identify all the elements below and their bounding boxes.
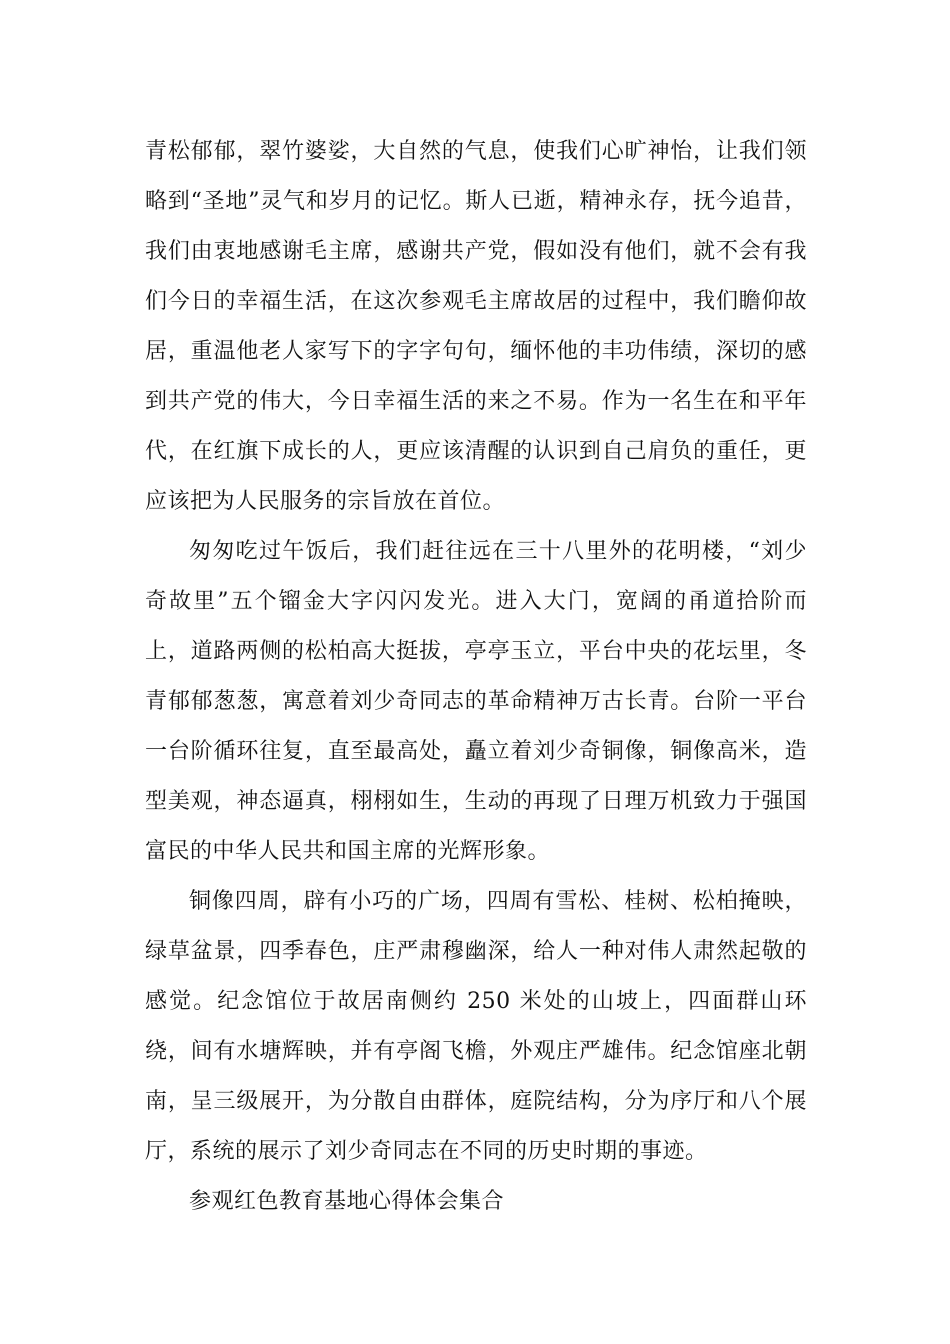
- paragraph-memorial-hall: 铜像四周，辟有小巧的广场，四周有雪松、桂树、松柏掩映，绿草盆景，四季春色，庄严肃穆幽深，给人一种对伟人肃然起敬的感觉。纪念馆位于故居南侧约 250 米处的山坡上，四面群山环绕，间有水塘辉映，并有亭阁飞檐，外观庄严雄伟。纪念馆座北朝南，呈三级展开，为分散自由群体，庭院结构，分为序厅和八个展厅，系统的展示了刘少奇同志在不同的历史时期的事迹。: [145, 889, 807, 1164]
- document-body: [145, 127, 807, 1227]
- paragraph-liu-shaoqi-hometown: 匆匆吃过午饭后，我们赶往远在三十八里外的花明楼，“刘少奇故里”五个镏金大字闪闪发光。进入大门，宽阔的甬道拾阶而上，道路两侧的松柏高大挺拔，亭亭玉立，平台中央的花坛里，冬青郁郁葱葱，寓意着刘少奇同志的革命精神万古长青。台阶一平台一台阶循环往复，直至最高处，矗立着刘少奇铜像，铜像高米，造型美观，神态逼真，栩栩如生，生动的再现了日理万机致力于强国富民的中华人民共和国主席的光辉形象。: [145, 539, 807, 864]
- paragraph-continuation: 青松郁郁，翠竹婆娑，大自然的气息，使我们心旷神怡，让我们领略到“圣地”灵气和岁月的记忆。斯人已逝，精神永存，抚今追昔，我们由衷地感谢毛主席，感谢共产党，假如没有他们，就不会有我们今日的幸福生活，在这次参观毛主席故居的过程中，我们瞻仰故居，重温他老人家写下的字字句句，缅怀他的丰功伟绩，深切的感到共产党的伟大，今日幸福生活的来之不易。作为一名生在和平年代，在红旗下成长的人，更应该清醒的认识到自己肩负的重任，更应该把为人民服务的宗旨放在首位。: [145, 139, 807, 514]
- section-heading: 参观红色教育基地心得体会集合: [189, 1189, 505, 1214]
